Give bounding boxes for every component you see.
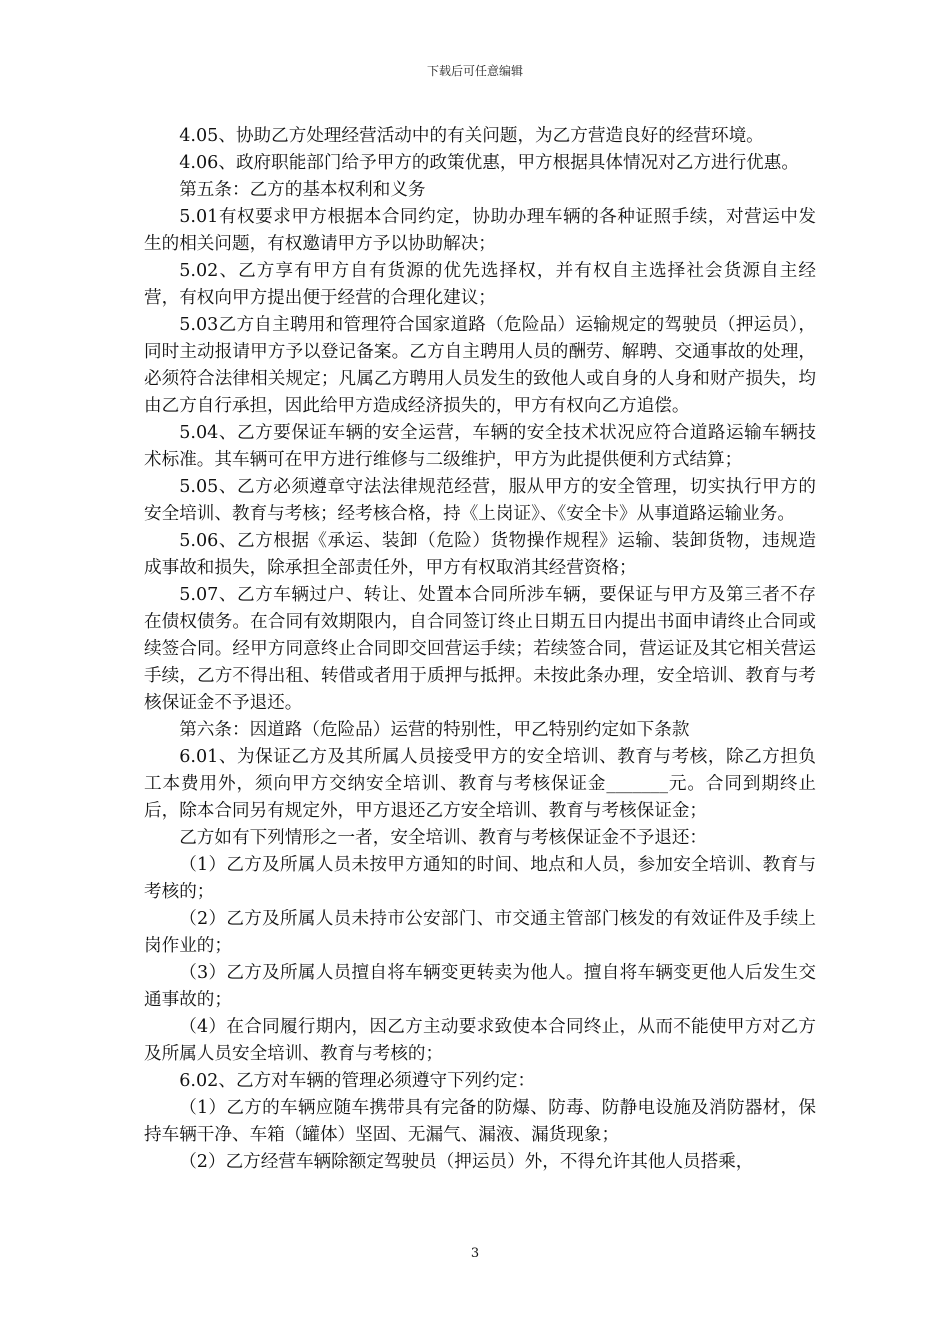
page-number: 3 xyxy=(470,1246,480,1261)
paragraph-5-07: 5.07、乙方车辆过户、转让、处置本合同所涉车辆，要保证与甲方及第三者不存在债权债务。在合同有效期限内，自合同签订终止日期五日内提出书面申请终止合同或续签合同。经甲方同意终止合同即交回营运手续；若续签合同，营运证及其它相关营运手续，乙方不得出租、转借或者用于质押与抵押。未按此条办理，安全培训、教育与考核保证金不予退还。 xyxy=(144,585,816,713)
list-item-condition-2: （2）乙方及所属人员未持市公安部门、市交通主管部门核发的有效证件及手续上岗作业的； xyxy=(144,909,816,956)
paragraph-4-06: 4.06、政府职能部门给予甲方的政策优惠，甲方根据具体情况对乙方进行优惠。 xyxy=(179,153,799,173)
section-heading-article-6: 第六条：因道路（危险品）运营的特别性，甲乙特别约定如下条款 xyxy=(179,720,690,740)
list-item-condition-4: （4）在合同履行期内，因乙方主动要求致使本合同终止，从而不能使甲方对乙方及所属人员安全培训、教育与考核的； xyxy=(144,1017,816,1064)
list-item-vehicle-rule-1: （1）乙方的车辆应随车携带具有完备的防爆、防毒、防静电设施及消防器材，保持车辆干净、车箱（罐体）坚固、无漏气、漏液、漏货现象； xyxy=(144,1098,816,1145)
list-item-vehicle-rule-2: （2）乙方经营车辆除额定驾驶员（押运员）外，不得允许其他人员搭乘， xyxy=(179,1152,754,1172)
paragraph-5-06: 5.06、乙方根据《承运、装卸（危险）货物操作规程》运输、装卸货物，违规造成事故和损失，除承担全部责任外，甲方有权取消其经营资格； xyxy=(144,531,816,578)
paragraph-6-01: 6.01、为保证乙方及其所属人员接受甲方的安全培训、教育与考核，除乙方担负工本费用外，须向甲方交纳安全培训、教育与考核保证金_______元。合同到期终止后，除本合同另有规定外，甲方退还乙方安全培训、教育与考核保证金； xyxy=(144,747,816,821)
paragraph-5-03: 5.03乙方自主聘用和管理符合国家道路（危险品）运输规定的驾驶员（押运员），同时主动报请甲方予以登记备案。乙方自主聘用人员的酬劳、解聘、交通事故的处理，必须符合法律相关规定；凡属乙方聘用人员发生的致他人或自身的人身和财产损失，均由乙方自行承担，因此给甲方造成经济损失的，甲方有权向乙方追偿。 xyxy=(144,315,816,416)
paragraph-6-02: 6.02、乙方对车辆的管理必须遵守下列约定： xyxy=(179,1071,536,1091)
page-header: 下载后可任意编辑 xyxy=(426,64,523,78)
paragraph-5-02: 5.02、乙方享有甲方自有货源的优先选择权，并有权自主选择社会货源自主经营，有权向甲方提出便于经营的合理化建议； xyxy=(144,261,816,308)
paragraph-non-refund-conditions: 乙方如有下列情形之一者，安全培训、教育与考核保证金不予退还： xyxy=(179,828,708,848)
paragraph-4-05: 4.05、协助乙方处理经营活动中的有关问题，为乙方营造良好的经营环境。 xyxy=(179,126,764,146)
paragraph-5-01: 5.01有权要求甲方根据本合同约定，协助办理车辆的各种证照手续，对营运中发生的相关问题，有权邀请甲方予以协助解决； xyxy=(144,207,816,254)
document-body xyxy=(144,123,816,1176)
paragraph-5-04: 5.04、乙方要保证车辆的安全运营，车辆的安全技术状况应符合道路运输车辆技术标准。其车辆可在甲方进行维修与二级维护，甲方为此提供便利方式结算； xyxy=(144,423,816,470)
list-item-condition-3: （3）乙方及所属人员擅自将车辆变更转卖为他人。擅自将车辆变更他人后发生交通事故的； xyxy=(144,963,816,1010)
paragraph-5-05: 5.05、乙方必须遵章守法法律规范经营，服从甲方的安全管理，切实执行甲方的安全培训、教育与考核；经考核合格，持《上岗证》、《安全卡》从事道路运输业务。 xyxy=(144,477,816,524)
section-heading-article-5: 第五条：乙方的基本权利和义务 xyxy=(179,180,426,200)
list-item-condition-1: （1）乙方及所属人员未按甲方通知的时间、地点和人员，参加安全培训、教育与考核的； xyxy=(144,855,816,902)
